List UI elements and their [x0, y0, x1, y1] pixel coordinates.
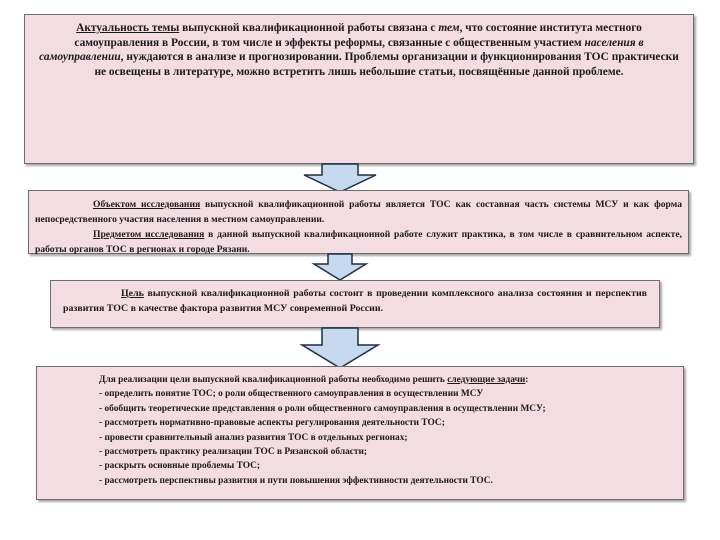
- down-arrow-shape: [304, 164, 376, 192]
- goal-text: выпускной квалификационной работы состоит в проведении комплексного анализа состояния и перспектив развития ТОС в качестве фактора развития МСУ современной России.: [63, 288, 647, 314]
- object-text: выпускной квалификационной работы является ТОС как составная часть системы МСУ и как форма непосредственного участия населения в местном самоуправлении.: [35, 199, 682, 225]
- relevance-text-2: тем: [438, 22, 460, 34]
- tasks-intro-term: следующие задачи: [447, 375, 526, 385]
- tasks-intro: [99, 373, 673, 387]
- goal-box: [50, 280, 660, 328]
- goal-paragraph: [63, 286, 647, 316]
- relevance-text-1: выпускной квалификационной работы связана с: [179, 22, 439, 34]
- task-item: - рассмотреть нормативно-правовые аспекты регулирования деятельности ТОС;: [99, 418, 445, 429]
- relevance-box: [24, 14, 694, 164]
- task-item: - определить понятие ТОС; о роли общественного самоуправления в осуществлении МСУ: [99, 389, 484, 400]
- object-term: Объектом исследования: [93, 199, 201, 210]
- subject-term: Предметом исследования: [93, 229, 205, 240]
- subject-text: в данной выпускной квалификационной работе служит практика, в том числе в сравнительном аспекте, работы органов ТОС в регионах и городе Рязани.: [35, 229, 682, 255]
- object-subject-box: [28, 190, 689, 254]
- down-arrow-shape: [302, 328, 378, 368]
- tasks-box: [36, 366, 684, 500]
- task-item: - рассмотреть практику реализации ТОС в Рязанской области;: [99, 447, 368, 458]
- relevance-text-5: , нуждаются в анализе и прогнозировании. Проблемы организации и функционирования ТОС практически не освещены в литературе, можно встретить лишь небольшие статьи, посвящённые данной проблеме.: [94, 51, 679, 78]
- object-paragraph: [35, 197, 682, 227]
- tasks-intro-text: Для реализации цели выпускной квалификационной работы необходимо решить: [99, 375, 448, 385]
- down-arrow-icon: [310, 253, 370, 281]
- task-item: - раскрыть основные проблемы ТОС;: [99, 461, 261, 472]
- relevance-text-3: , что состояние института местного самоуправления в России, в том числе и эффекты реформы, связанные с общественным участием: [74, 22, 642, 49]
- relevance-text-4: населения в самоуправлении: [39, 36, 644, 64]
- task-item: - провести сравнительный анализ развития ТОС в отдельных регионах;: [99, 432, 408, 443]
- down-arrow-icon: [300, 163, 380, 193]
- task-item: - рассмотреть перспективы развития и пути повышения эффективности деятельности ТОС.: [99, 475, 493, 486]
- down-arrow-icon: [298, 327, 382, 369]
- tasks-intro-end: :: [525, 375, 529, 385]
- relevance-term: Актуальность темы: [76, 22, 180, 34]
- goal-term: Цель: [121, 288, 144, 299]
- task-list: [99, 387, 673, 488]
- task-item: - обобщить теоретические представления о роли общественного самоуправления в осуществлении МСУ;: [99, 403, 546, 414]
- down-arrow-shape: [314, 254, 366, 280]
